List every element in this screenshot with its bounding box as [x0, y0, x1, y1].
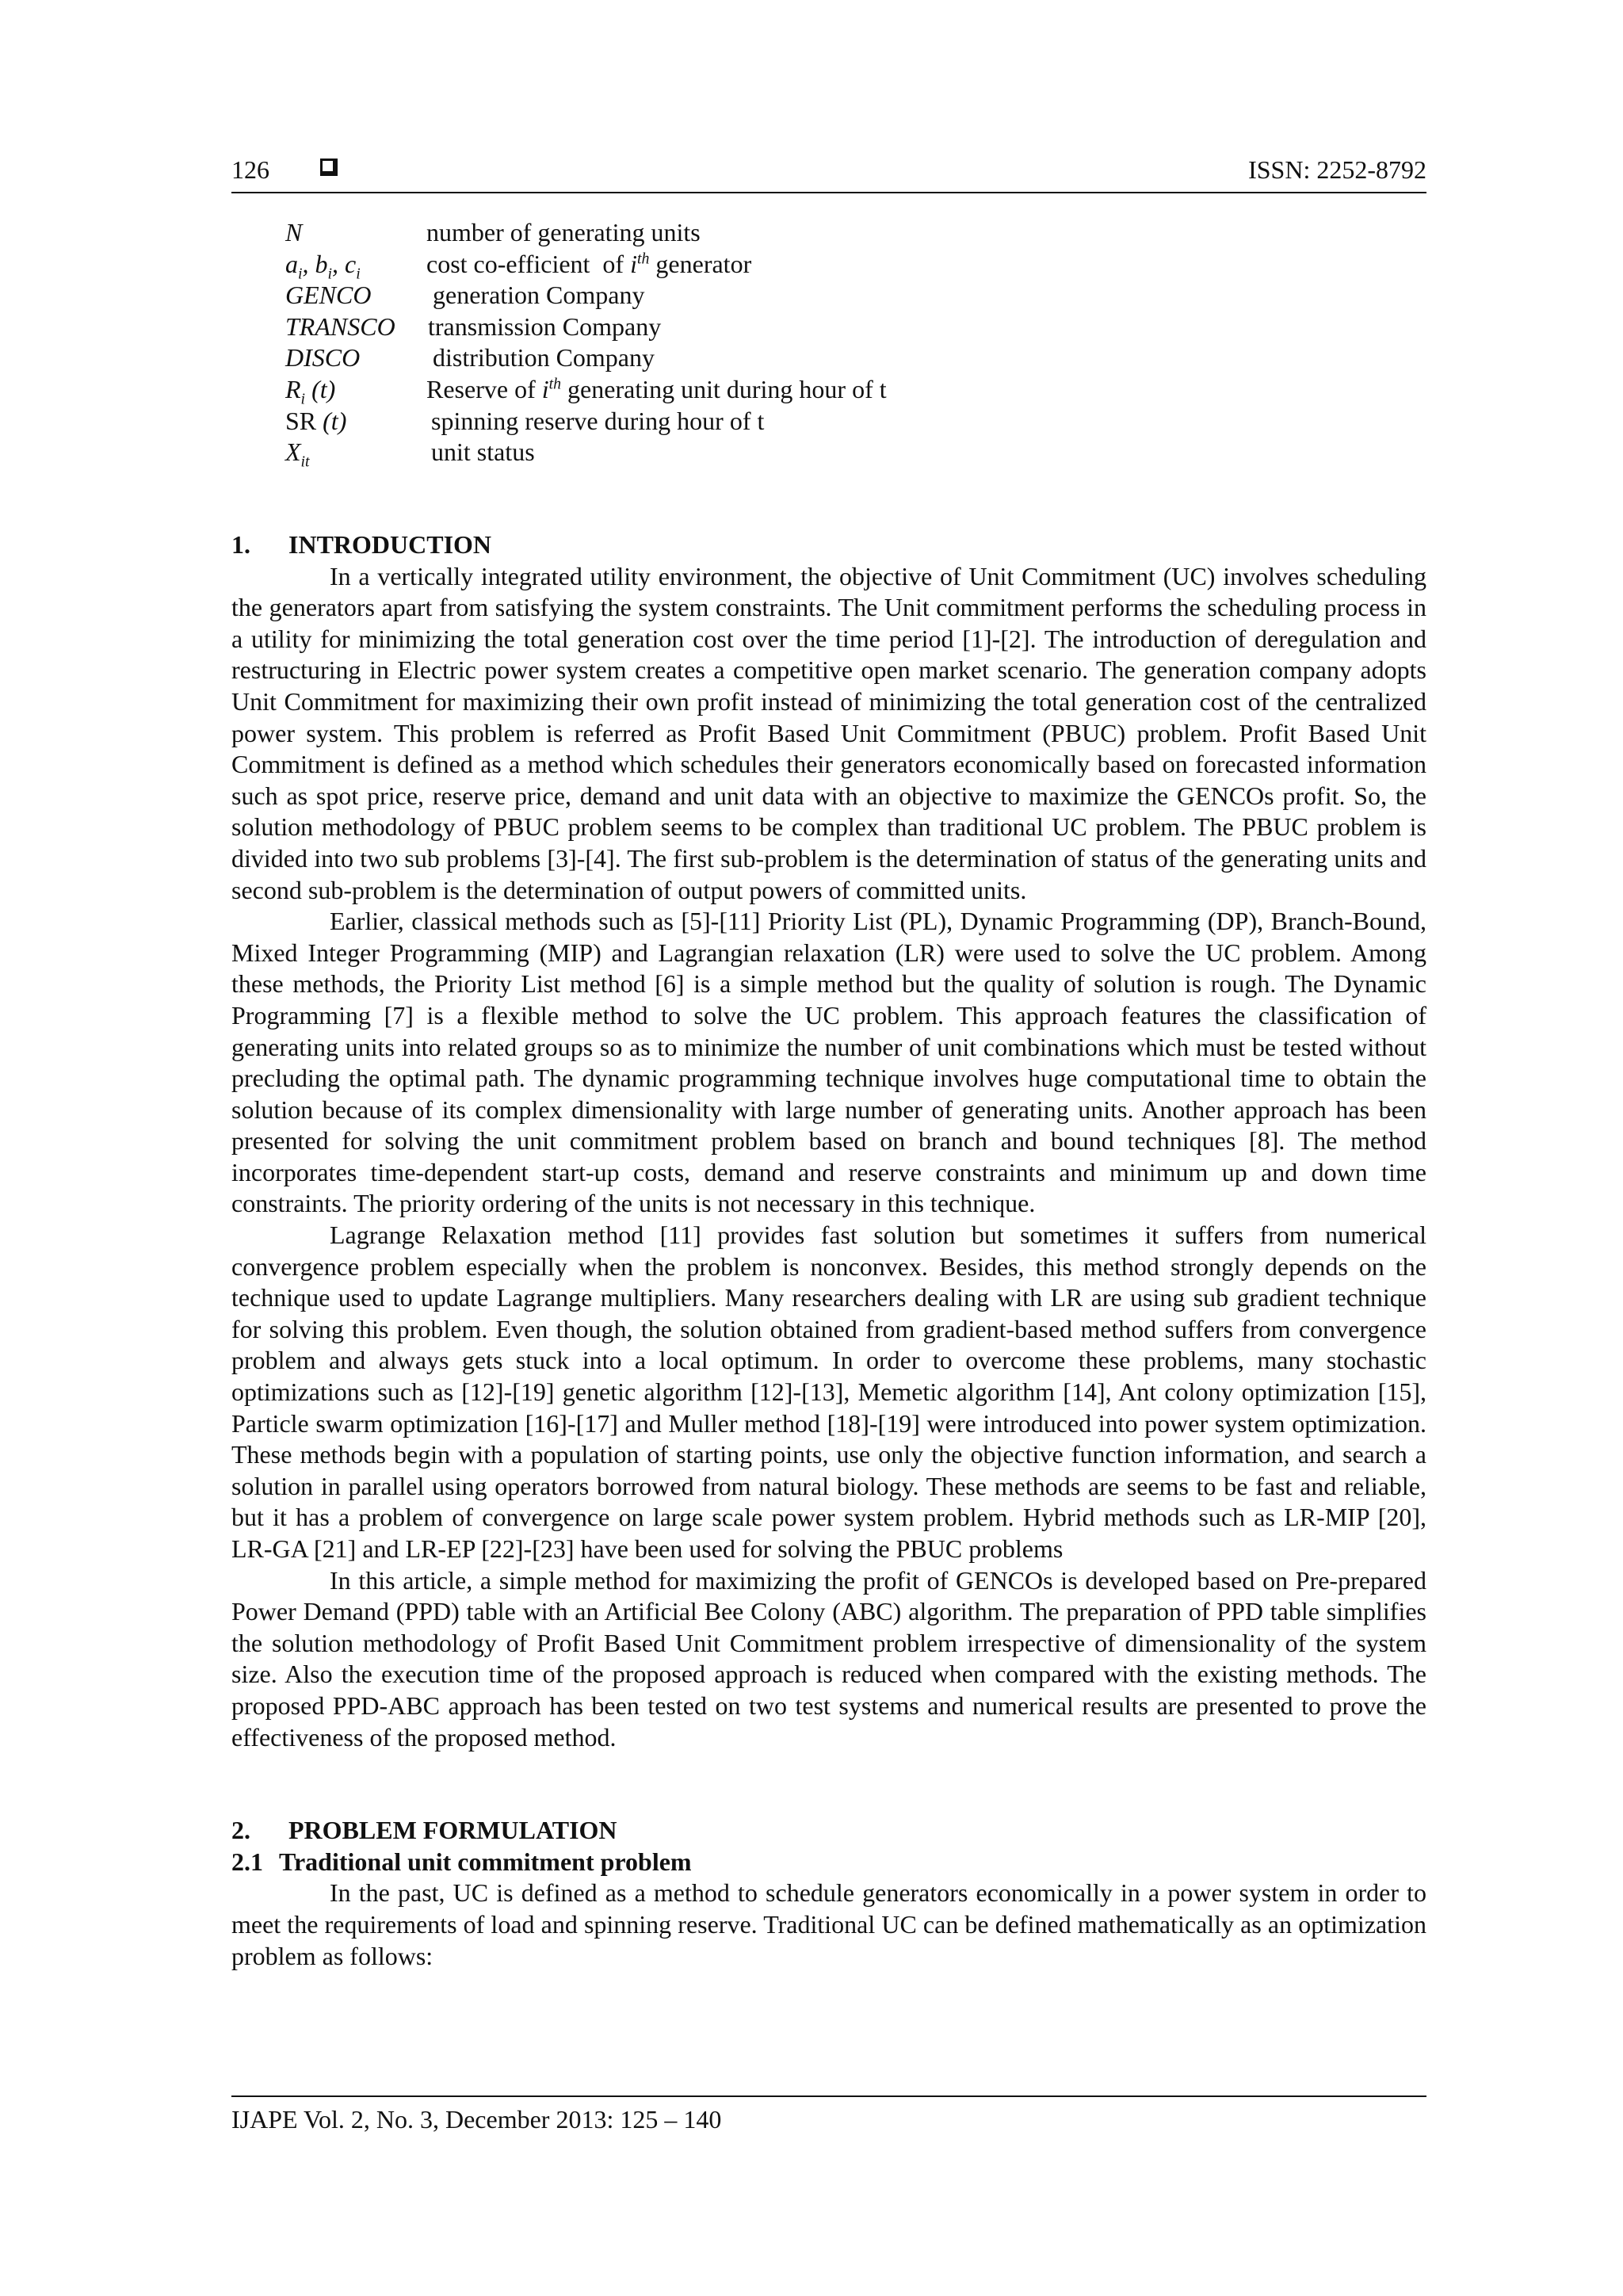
nomenclature-definition: cost co-efficient of $i^{th}$ generator — [426, 249, 752, 278]
nomenclature-symbol: $a_i$, $b_i$, $c_i$ — [285, 249, 361, 282]
nomenclature-definition: number of generating units — [426, 218, 701, 246]
nomenclature-row — [285, 374, 1157, 406]
article-body — [231, 529, 1426, 1972]
paragraph: In this article, a simple method for maximizing the profit of GENCOs is developed based on Pre-prepared Power Demand (PPD) table with an Artificial Bee Colony (ABC) algorithm. The preparation of PPD table simplifies the solution methodology of Profit Based Unit Commitment problem irrespective of dimensionality of the system size. Also the execution time of the proposed approach is reduced when compared with the existing methods. The proposed PPD-ABC approach has been tested on two test systems and numerical results are presented to prove the effectiveness of the proposed method. — [231, 1565, 1426, 1752]
nomenclature-symbol: TRANSCO — [285, 311, 395, 341]
nomenclature-row — [285, 342, 1157, 374]
nomenclature-row — [285, 406, 1157, 437]
nomenclature-symbol: SR (t) — [285, 406, 347, 435]
nomenclature-definition: distribution Company — [433, 343, 655, 372]
subsection-heading: 2.1 Traditional unit commitment problem — [231, 1847, 692, 1876]
nomenclature-row — [285, 217, 1157, 249]
journal-citation: IJAPE Vol. 2, No. 3, December 2013: 125 – 140 — [231, 2105, 722, 2134]
footer-rule — [231, 2095, 1426, 2097]
nomenclature-definition: unit status — [431, 437, 535, 467]
nomenclature-definition: Reserve of $i^{th}$ generating unit during hour of t — [426, 374, 887, 403]
nomenclature-symbol: GENCO — [285, 281, 372, 310]
nomenclature-symbol: N — [285, 218, 303, 246]
page-header — [231, 155, 1426, 195]
nomenclature-symbol: $X_{it}$ — [285, 437, 310, 471]
header-rule — [231, 192, 1426, 193]
paragraph: In a vertically integrated utility environment, the objective of Unit Commitment (UC) involves scheduling the generators apart from satisfying the system constraints. The Unit commitment performs the scheduling process in a utility for minimizing the total generation cost over the time period [1]-[2]. The introduction of deregulation and restructuring in Electric power system creates a competitive open market scenario. The generation company adopts Unit Commitment for maximizing their own profit instead of minimizing the total generation cost of the centralized power system. This problem is referred as Profit Based Unit Commitment (PBUC) problem. Profit Based Unit Commitment is defined as a method which schedules their generators economically based on forecasted information such as spot price, reserve price, demand and unit data with an objective to maximize the GENCOs profit. So, the solution methodology of PBUC problem seems to be complex than traditional UC problem. The PBUC problem is divided into two sub problems [3]-[4]. The first sub-problem is the determination of status of the generating units and second sub-problem is the determination of output powers of committed units. — [231, 561, 1426, 904]
paragraph: In the past, UC is defined as a method to schedule generators economically in a power system in order to meet the requirements of load and spinning reserve. Traditional UC can be defined mathematically as an optimization problem as follows: — [231, 1878, 1426, 1970]
paragraph: Lagrange Relaxation method [11] provides fast solution but sometimes it suffers from numerical convergence problem especially when the problem is nonconvex. Besides, this method strongly depends on the technique used to update Lagrange multipliers. Many researchers dealing with LR are using sub gradient technique for solving this problem. Even though, the solution obtained from gradient-based method suffers from convergence problem and always gets stuck into a local optimum. In order to overcome these problems, many stochastic optimizations such as [12]-[19] genetic algorithm [12]-[13], Memetic algorithm [14], Ant colony optimization [15], Particle swarm optimization [16]-[17] and Muller method [18]-[19] were introduced into power system optimization. These methods begin with a population of starting points, use only the objective function information, and search a solution in parallel using operators borrowed from natural biology. These methods are seems to be fast and reliable, but it has a problem of convergence on large scale power system problem. Hybrid methods such as LR-MIP [20], LR-GA [21] and LR-EP [22]-[23] have been used for solving the PBUC problems — [231, 1221, 1426, 1563]
section-heading-problem-formulation: 2. PROBLEM FORMULATION — [231, 1816, 617, 1845]
square-bullet-icon — [320, 159, 338, 176]
nomenclature-row — [285, 249, 1157, 281]
nomenclature-list — [285, 217, 1157, 471]
nomenclature-definition: spinning reserve during hour of t — [431, 406, 765, 435]
nomenclature-definition: transmission Company — [428, 311, 662, 341]
section-heading-introduction: 1. INTRODUCTION — [231, 530, 492, 559]
nomenclature-symbol: DISCO — [285, 343, 361, 372]
nomenclature-definition: generation Company — [433, 281, 645, 310]
nomenclature-row — [285, 280, 1157, 311]
page-number: 126 — [231, 155, 269, 184]
issn: ISSN: 2252-8792 — [1248, 155, 1426, 184]
nomenclature-symbol: $R_i$ (t) — [285, 374, 336, 408]
nomenclature-row — [285, 311, 1157, 343]
paragraph: Earlier, classical methods such as [5]-[11] Priority List (PL), Dynamic Programming (DP), Branch-Bound, Mixed Integer Programming (MIP) and Lagrangian relaxation (LR) were used to solve the UC problem. Among these methods, the Priority List method [6] is a simple method but the quality of solution is rough. The Dynamic Programming [7] is a flexible method to solve the UC problem. This approach features the classification of generating units into related groups so as to minimize the number of unit combinations which must be tested without precluding the optimal path. The dynamic programming technique involves huge computational time to obtain the solution because of its complex dimensionality with large number of generating units. Another approach has been presented for solving the unit commitment problem based on branch and bound techniques [8]. The method incorporates time-dependent start-up costs, demand and reserve constraints and minimum up and down time constraints. The priority ordering of the units is not necessary in this technique. — [231, 907, 1426, 1218]
nomenclature-row — [285, 437, 1157, 471]
